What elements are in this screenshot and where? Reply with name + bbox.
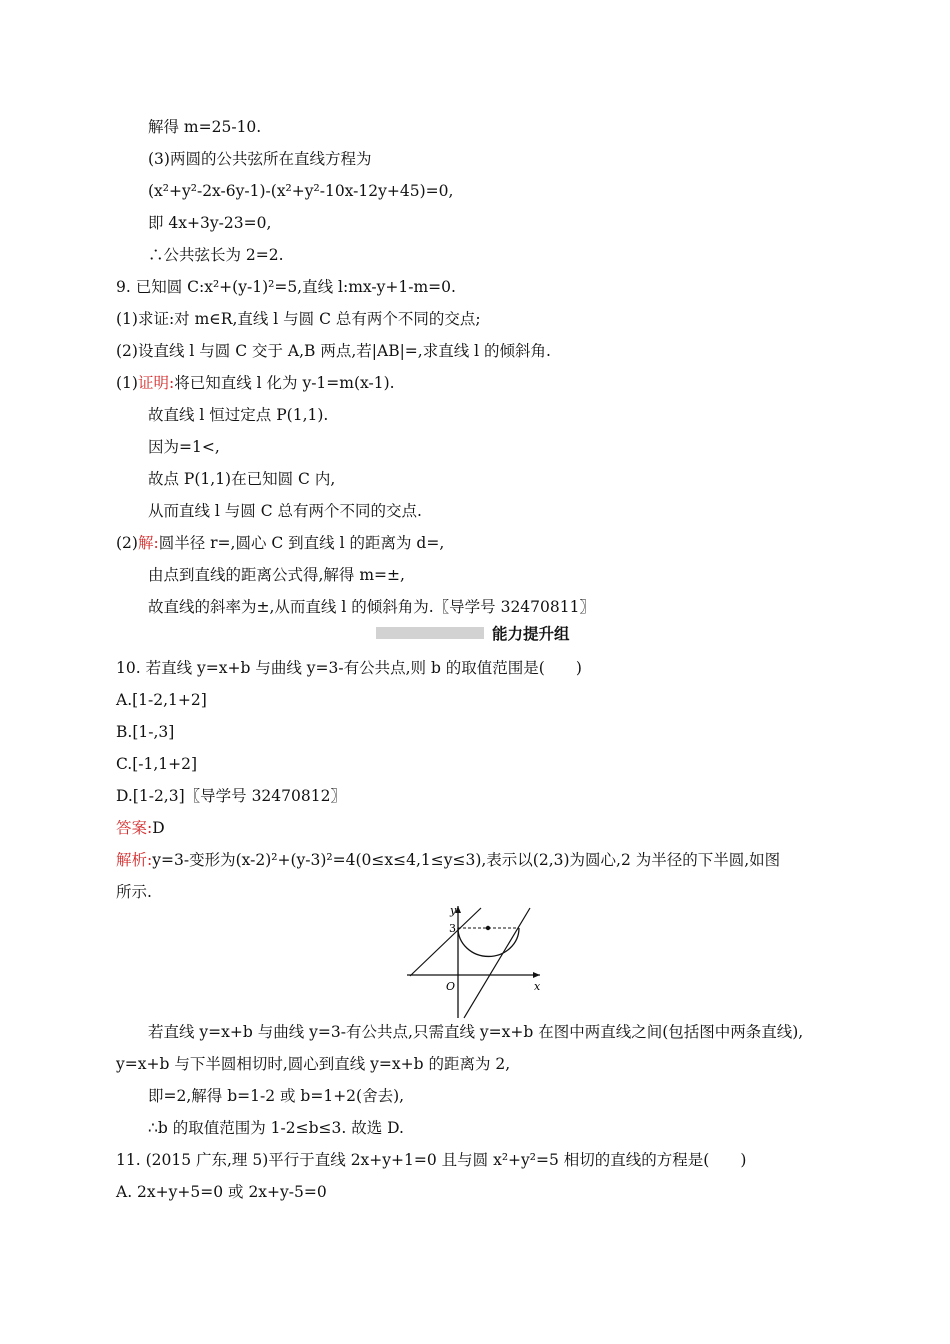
proof-text: 将已知直线 l 化为 y-1=m(x-1). bbox=[174, 374, 395, 392]
problem-9-part1: (1)求证:对 m∈R,直线 l 与圆 C 总有两个不同的交点; bbox=[116, 310, 481, 328]
solution-number: (2) bbox=[116, 534, 138, 552]
problem-9-part2: (2)设直线 l 与圆 C 交于 A,B 两点,若|AB|=,求直线 l 的倾斜角. bbox=[116, 342, 551, 360]
tick-3-label: 3 bbox=[449, 922, 456, 935]
proof-distance: 因为=1<, bbox=[148, 438, 220, 456]
analysis-solve-b: 即=2,解得 b=1-2 或 b=1+2(舍去), bbox=[148, 1087, 405, 1105]
option-d: D.[1-2,3]〖导学号 32470812〗 bbox=[116, 787, 346, 805]
y-axis-label: y bbox=[450, 904, 457, 917]
answer-label: 答案: bbox=[116, 819, 153, 837]
section-bar bbox=[376, 627, 484, 639]
option-b: B.[1-,3] bbox=[116, 723, 175, 741]
x-axis-arrow bbox=[533, 972, 540, 978]
analysis-line bbox=[116, 850, 780, 870]
analysis-label: 解析: bbox=[116, 851, 153, 869]
line-chord-equation: (x²+y²-2x-6y-1)-(x²+y²-10x-12y+45)=0, bbox=[148, 182, 454, 200]
section-title: 能力提升组 bbox=[492, 625, 570, 643]
proof-conclusion: 从而直线 l 与圆 C 总有两个不同的交点. bbox=[148, 502, 422, 520]
problem-9-statement: 9. 已知圆 C:x²+(y-1)²=5,直线 l:mx-y+1-m=0. bbox=[116, 278, 456, 296]
line-solution-m: 解得 m=25-10. bbox=[148, 118, 262, 136]
origin-label: O bbox=[446, 980, 456, 993]
semicircle-figure bbox=[402, 900, 552, 1020]
analysis-continued: 所示. bbox=[116, 883, 152, 901]
analysis-condition: 若直线 y=x+b 与曲线 y=3-有公共点,只需直线 y=x+b 在图中两直线之间(包括图中两条直线), bbox=[148, 1023, 804, 1041]
solution-text: 圆半径 r=,圆心 C 到直线 l 的距离为 d=, bbox=[158, 534, 445, 552]
line-part3-intro: (3)两圆的公共弦所在直线方程为 bbox=[148, 150, 372, 168]
line-chord-simplified: 即 4x+3y-23=0, bbox=[148, 214, 272, 232]
proof-number: (1) bbox=[116, 374, 138, 392]
analysis-conclusion: ∴b 的取值范围为 1-2≤b≤3. 故选 D. bbox=[148, 1119, 404, 1137]
solution-line bbox=[116, 533, 444, 553]
circle-center-point bbox=[486, 926, 490, 930]
x-axis-label: x bbox=[534, 980, 541, 993]
analysis-tangent: y=x+b 与下半圆相切时,圆心到直线 y=x+b 的距离为 2, bbox=[116, 1055, 511, 1073]
solution-distance-formula: 由点到直线的距离公式得,解得 m=±, bbox=[148, 566, 405, 584]
proof-fixed-point: 故直线 l 恒过定点 P(1,1). bbox=[148, 406, 329, 424]
solution-inclination: 故直线的斜率为±,从而直线 l 的倾斜角为.〖导学号 32470811〗 bbox=[148, 598, 595, 616]
problem-11-statement: 11. (2015 广东,理 5)平行于直线 2x+y+1=0 且与圆 x²+y²=5 相切的直线的方程是( ) bbox=[116, 1151, 747, 1169]
answer-value: D bbox=[152, 819, 165, 837]
solution-label: 解: bbox=[137, 534, 159, 552]
proof-label: 证明: bbox=[137, 374, 175, 392]
upper-boundary-line bbox=[410, 908, 481, 976]
analysis-text: y=3-变形为(x-2)²+(y-3)²=4(0≤x≤4,1≤y≤3),表示以(2,3)为圆心,2 为半径的下半圆,如图 bbox=[152, 851, 781, 869]
problem-10-statement: 10. 若直线 y=x+b 与曲线 y=3-有公共点,则 b 的取值范围是( ) bbox=[116, 659, 582, 677]
proof-inside-circle: 故点 P(1,1)在已知圆 C 内, bbox=[148, 470, 336, 488]
option-a: A.[1-2,1+2] bbox=[116, 691, 207, 709]
tangent-boundary-line bbox=[464, 908, 530, 1018]
line-chord-length: ∴公共弦长为 2=2. bbox=[148, 246, 284, 264]
problem-11-option-a: A. 2x+y+5=0 或 2x+y-5=0 bbox=[116, 1183, 327, 1201]
answer-line bbox=[116, 818, 165, 838]
proof-line bbox=[116, 373, 395, 393]
option-c: C.[-1,1+2] bbox=[116, 755, 198, 773]
